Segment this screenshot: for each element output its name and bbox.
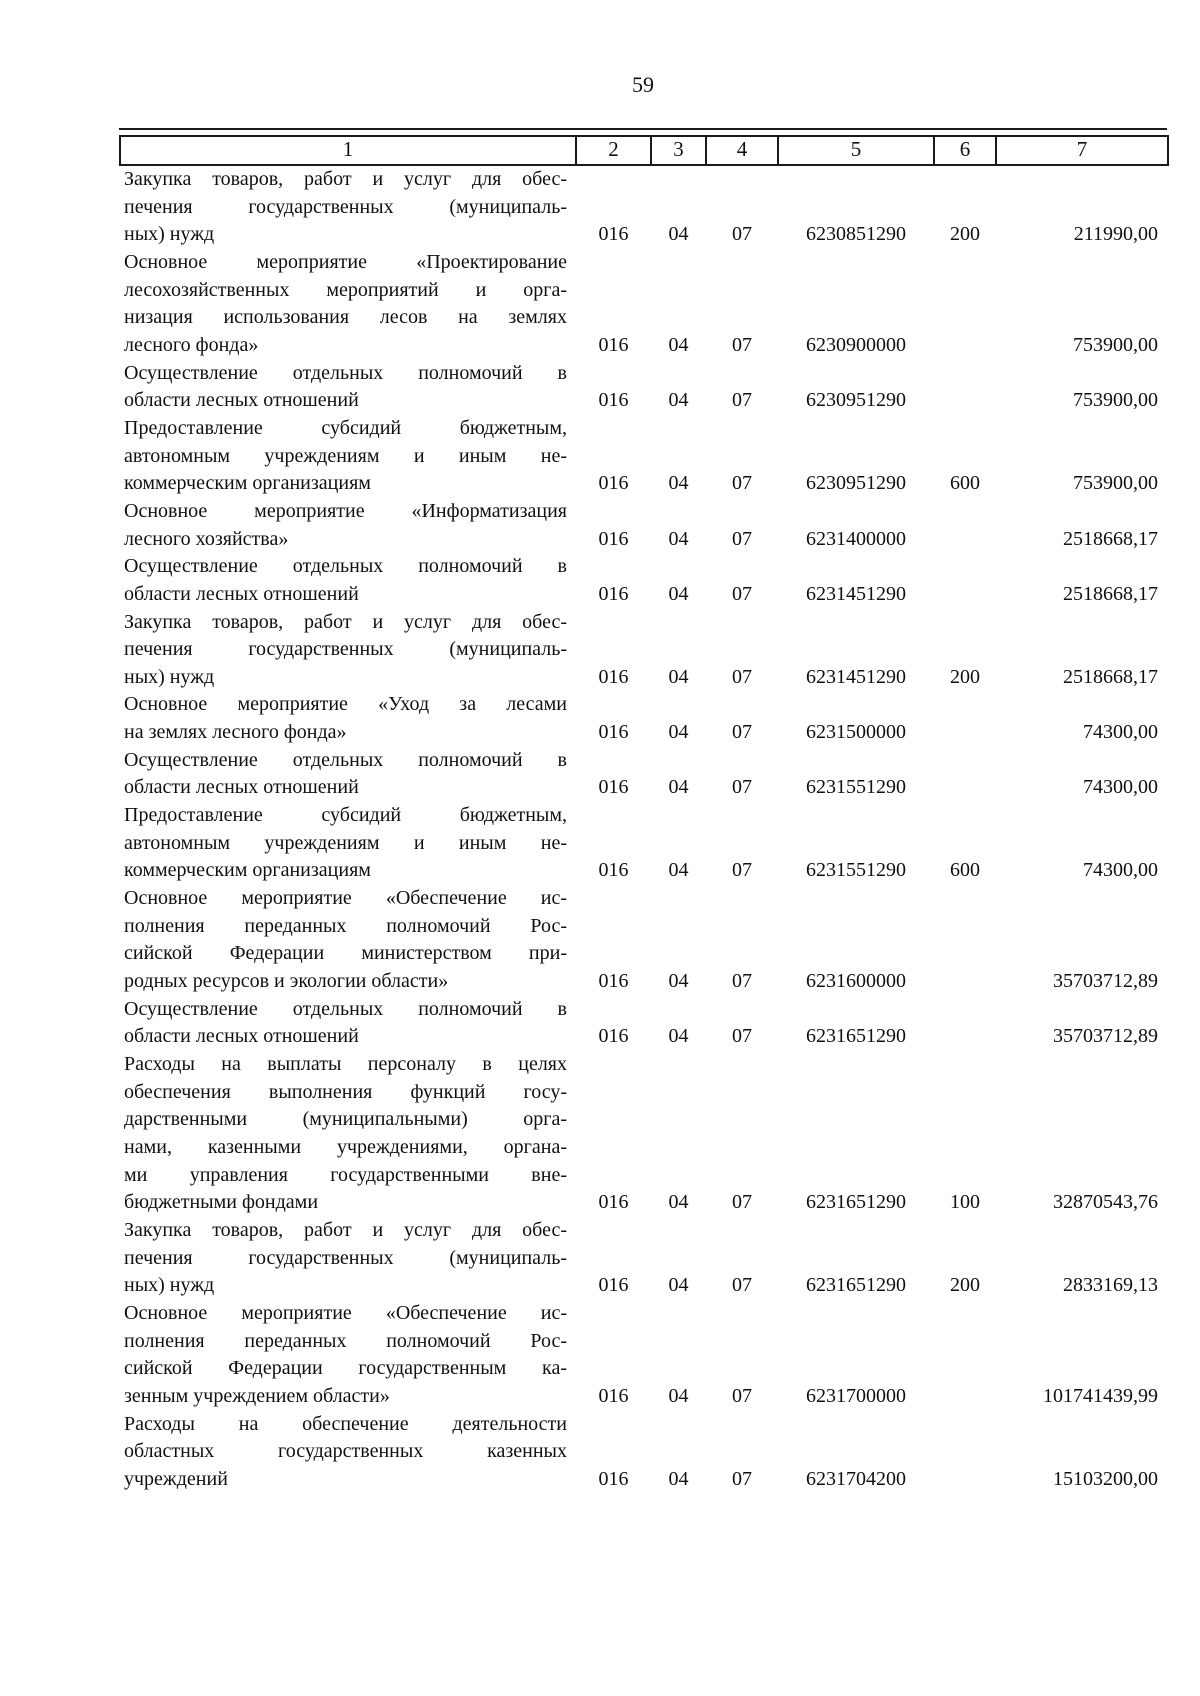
cell-target-article-code: 6231651290 [806, 1025, 906, 1048]
table-row [120, 360, 1168, 415]
expense-name-line: обеспечения выполнения функций госу- [124, 1080, 567, 1103]
expense-name-line: Осуществление отдельных полномочий в [124, 361, 567, 384]
expense-name-line: сийской Федерации государственным ка- [124, 1357, 567, 1380]
cell-podrazdel-code: 07 [732, 333, 752, 356]
cell-razdel-code: 04 [668, 1384, 689, 1407]
expense-name-line: на землях лесного фонда» [124, 721, 347, 744]
cell-target-article-code: 6231651290 [806, 1274, 906, 1297]
cell-expense-type-code: 200 [950, 665, 980, 688]
cell-expense-name [120, 553, 576, 608]
cell-grbs-code: 016 [598, 776, 629, 799]
expense-name-line: Расходы на обеспечение деятельности [124, 1412, 567, 1435]
cell-expense-name [120, 747, 576, 802]
cell-razdel-code: 04 [668, 859, 689, 882]
cell-grbs-code: 016 [598, 721, 629, 744]
expense-name-line: Осуществление отдельных полномочий в [124, 748, 567, 771]
expense-name-line: Закупка товаров, работ и услуг для обес- [124, 168, 567, 190]
cell-expense-type-code [934, 1411, 996, 1494]
cell-amount: 753900,00 [1073, 472, 1158, 495]
cell-razdel-code: 04 [668, 1274, 689, 1297]
cell-expense-type-code: 200 [950, 1274, 980, 1297]
cell-grbs-code: 016 [598, 1191, 629, 1214]
cell-expense-name [120, 249, 576, 360]
budget-table-area [119, 128, 1167, 1494]
cell-expense-type-code [934, 249, 996, 360]
expense-name-line: Основное мероприятие «Обеспечение ис- [124, 1301, 567, 1324]
table-top-rule [119, 128, 1167, 130]
cell-target-article-code: 6231551290 [806, 859, 906, 882]
cell-grbs-code: 016 [598, 859, 629, 882]
cell-razdel-code: 04 [668, 582, 689, 605]
expense-name-line: родных ресурсов и экологии области» [124, 970, 449, 993]
cell-razdel-code: 04 [668, 776, 689, 799]
expense-name-line: Расходы на выплаты персоналу в целях [124, 1053, 567, 1075]
cell-grbs-code: 016 [598, 582, 629, 605]
cell-podrazdel-code: 07 [732, 1191, 752, 1214]
cell-expense-name [120, 691, 576, 746]
expense-name-line: Основное мероприятие «Уход за лесами [124, 693, 567, 716]
cell-amount: 2518668,17 [1063, 665, 1158, 688]
cell-target-article-code: 6231451290 [806, 665, 906, 688]
cell-grbs-code: 016 [598, 527, 629, 550]
table-header-row [120, 136, 1168, 165]
cell-expense-type-code: 200 [950, 223, 980, 246]
cell-razdel-code: 04 [668, 472, 689, 495]
cell-podrazdel-code: 07 [732, 389, 752, 412]
table-row [120, 1051, 1168, 1217]
expense-name-line: коммерческим организациям [124, 472, 371, 495]
cell-podrazdel-code: 07 [732, 1274, 752, 1297]
cell-grbs-code: 016 [598, 389, 629, 412]
cell-expense-name [120, 165, 576, 249]
expense-name-line: Закупка товаров, работ и услуг для обес- [124, 1218, 567, 1241]
cell-target-article-code: 6231551290 [806, 776, 906, 799]
cell-podrazdel-code: 07 [732, 721, 752, 744]
cell-expense-name [120, 609, 576, 692]
cell-target-article-code: 6230900000 [806, 333, 906, 356]
cell-expense-type-code [934, 691, 996, 746]
cell-amount: 211990,00 [1073, 223, 1158, 246]
cell-amount: 74300,00 [1083, 721, 1158, 744]
expense-name-line: бюджетными фондами [124, 1191, 319, 1214]
cell-grbs-code: 016 [598, 1384, 629, 1407]
cell-grbs-code: 016 [598, 1467, 629, 1490]
expense-name-line: Предоставление субсидий бюджетным, [124, 416, 567, 439]
cell-amount: 74300,00 [1083, 776, 1158, 799]
expense-name-line: печения государственных (муниципаль- [124, 195, 567, 218]
cell-target-article-code: 6231704200 [806, 1467, 906, 1490]
table-row [120, 1300, 1168, 1411]
cell-expense-name [120, 885, 576, 996]
cell-amount: 15103200,00 [1053, 1467, 1158, 1490]
expense-name-line: Закупка товаров, работ и услуг для обес- [124, 610, 567, 633]
cell-podrazdel-code: 07 [732, 1384, 752, 1407]
expense-name-line: сийской Федерации министерством при- [124, 942, 567, 965]
cell-expense-type-code: 600 [950, 859, 980, 882]
table-body [120, 165, 1168, 1494]
expense-name-line: ных) нужд [124, 665, 215, 688]
expense-name-line: автономным учреждениям и иным не- [124, 831, 567, 854]
table-row [120, 996, 1168, 1051]
cell-expense-type-code [934, 498, 996, 553]
cell-amount: 35703712,89 [1053, 970, 1158, 993]
cell-expense-name [120, 996, 576, 1051]
cell-target-article-code: 6230951290 [806, 389, 906, 412]
column-header-2: 2 [576, 136, 651, 165]
expense-name-line: ми управления государственными вне- [124, 1163, 567, 1186]
cell-podrazdel-code: 07 [732, 527, 752, 550]
cell-podrazdel-code: 07 [732, 859, 752, 882]
cell-podrazdel-code: 07 [732, 665, 752, 688]
budget-table [119, 135, 1169, 1494]
cell-amount: 753900,00 [1073, 389, 1158, 412]
cell-expense-type-code [934, 996, 996, 1051]
table-row [120, 1217, 1168, 1300]
table-row [120, 802, 1168, 885]
expense-name-line: коммерческим организациям [124, 859, 371, 882]
cell-amount: 2518668,17 [1063, 582, 1158, 605]
expense-name-line: лесохозяйственных мероприятий и орга- [124, 278, 567, 301]
cell-target-article-code: 6231651290 [806, 1191, 906, 1214]
table-row [120, 885, 1168, 996]
cell-target-article-code: 6230951290 [806, 472, 906, 495]
expense-name-line: зенным учреждением области» [124, 1384, 390, 1407]
cell-amount: 2518668,17 [1063, 527, 1158, 550]
cell-razdel-code: 04 [668, 527, 689, 550]
table-row [120, 165, 1168, 249]
cell-amount: 2833169,13 [1063, 1274, 1158, 1297]
expense-name-line: лесного хозяйства» [124, 527, 289, 550]
expense-name-line: области лесных отношений [124, 776, 359, 799]
column-header-7: 7 [996, 136, 1168, 165]
page-number: 59 [632, 72, 654, 97]
expense-name-line: Осуществление отдельных полномочий в [124, 555, 567, 578]
expense-name-line: ных) нужд [124, 1274, 215, 1297]
cell-target-article-code: 6231400000 [806, 527, 906, 550]
cell-grbs-code: 016 [598, 665, 629, 688]
cell-target-article-code: 6231700000 [806, 1384, 906, 1407]
cell-grbs-code: 016 [598, 333, 629, 356]
cell-expense-name [120, 360, 576, 415]
cell-grbs-code: 016 [598, 223, 629, 246]
cell-grbs-code: 016 [598, 1025, 629, 1048]
table-row [120, 553, 1168, 608]
expense-name-line: низация использования лесов на землях [124, 306, 567, 329]
table-row [120, 747, 1168, 802]
cell-podrazdel-code: 07 [732, 582, 752, 605]
cell-razdel-code: 04 [668, 721, 689, 744]
cell-podrazdel-code: 07 [732, 472, 752, 495]
expense-name-line: Предоставление субсидий бюджетным, [124, 804, 567, 827]
cell-razdel-code: 04 [668, 1467, 689, 1490]
table-row [120, 249, 1168, 360]
column-header-6: 6 [934, 136, 996, 165]
expense-name-line: ных) нужд [124, 223, 215, 246]
cell-amount: 74300,00 [1083, 859, 1158, 882]
cell-expense-name [120, 498, 576, 553]
cell-podrazdel-code: 07 [732, 1025, 752, 1048]
column-header-1: 1 [120, 136, 576, 165]
expense-name-line: полнения переданных полномочий Рос- [124, 914, 567, 937]
cell-amount: 101741439,99 [1043, 1384, 1158, 1407]
table-row [120, 498, 1168, 553]
cell-grbs-code: 016 [598, 1274, 629, 1297]
cell-expense-type-code [934, 747, 996, 802]
cell-expense-name [120, 415, 576, 498]
cell-expense-type-code: 600 [950, 472, 980, 495]
expense-name-line: областных государственных казенных [124, 1440, 567, 1463]
cell-razdel-code: 04 [668, 1025, 689, 1048]
cell-target-article-code: 6231600000 [806, 970, 906, 993]
cell-expense-type-code: 100 [950, 1191, 980, 1214]
cell-expense-type-code [934, 553, 996, 608]
expense-name-line: нами, казенными учреждениями, органа- [124, 1135, 567, 1158]
expense-name-line: Основное мероприятие «Обеспечение ис- [124, 887, 567, 910]
table-row [120, 1411, 1168, 1494]
cell-amount: 35703712,89 [1053, 1025, 1158, 1048]
column-header-4: 4 [706, 136, 778, 165]
table-row [120, 609, 1168, 692]
expense-name-line: учреждений [124, 1467, 228, 1490]
cell-podrazdel-code: 07 [732, 223, 752, 246]
cell-razdel-code: 04 [668, 389, 689, 412]
expense-name-line: дарственными (муниципальными) орга- [124, 1108, 567, 1131]
column-header-5: 5 [778, 136, 934, 165]
cell-target-article-code: 6230851290 [806, 223, 906, 246]
cell-razdel-code: 04 [668, 333, 689, 356]
cell-expense-name [120, 1051, 576, 1217]
cell-razdel-code: 04 [668, 665, 689, 688]
column-header-3: 3 [651, 136, 706, 165]
expense-name-line: области лесных отношений [124, 389, 359, 412]
expense-name-line: области лесных отношений [124, 582, 359, 605]
cell-expense-name [120, 1411, 576, 1494]
cell-expense-type-code [934, 1300, 996, 1411]
table-row [120, 415, 1168, 498]
cell-razdel-code: 04 [668, 1191, 689, 1214]
cell-razdel-code: 04 [668, 223, 689, 246]
cell-target-article-code: 6231500000 [806, 721, 906, 744]
expense-name-line: полнения переданных полномочий Рос- [124, 1329, 567, 1352]
expense-name-line: лесного фонда» [124, 333, 259, 356]
cell-expense-name [120, 1217, 576, 1300]
expense-name-line: автономным учреждениям и иным не- [124, 444, 567, 467]
cell-razdel-code: 04 [668, 970, 689, 993]
expense-name-line: Осуществление отдельных полномочий в [124, 997, 567, 1020]
cell-amount: 32870543,76 [1053, 1191, 1158, 1214]
cell-podrazdel-code: 07 [732, 776, 752, 799]
cell-podrazdel-code: 07 [732, 1467, 752, 1490]
expense-name-line: печения государственных (муниципаль- [124, 1246, 567, 1269]
expense-name-line: области лесных отношений [124, 1025, 359, 1048]
cell-amount: 753900,00 [1073, 333, 1158, 356]
expense-name-line: Основное мероприятие «Проектирование [124, 250, 567, 273]
cell-expense-type-code [934, 360, 996, 415]
cell-grbs-code: 016 [598, 472, 629, 495]
cell-target-article-code: 6231451290 [806, 582, 906, 605]
cell-expense-name [120, 1300, 576, 1411]
cell-expense-type-code [934, 885, 996, 996]
table-row [120, 691, 1168, 746]
cell-grbs-code: 016 [598, 970, 629, 993]
cell-podrazdel-code: 07 [732, 970, 752, 993]
expense-name-line: печения государственных (муниципаль- [124, 638, 567, 661]
cell-expense-name [120, 802, 576, 885]
expense-name-line: Основное мероприятие «Информатизация [124, 499, 567, 522]
